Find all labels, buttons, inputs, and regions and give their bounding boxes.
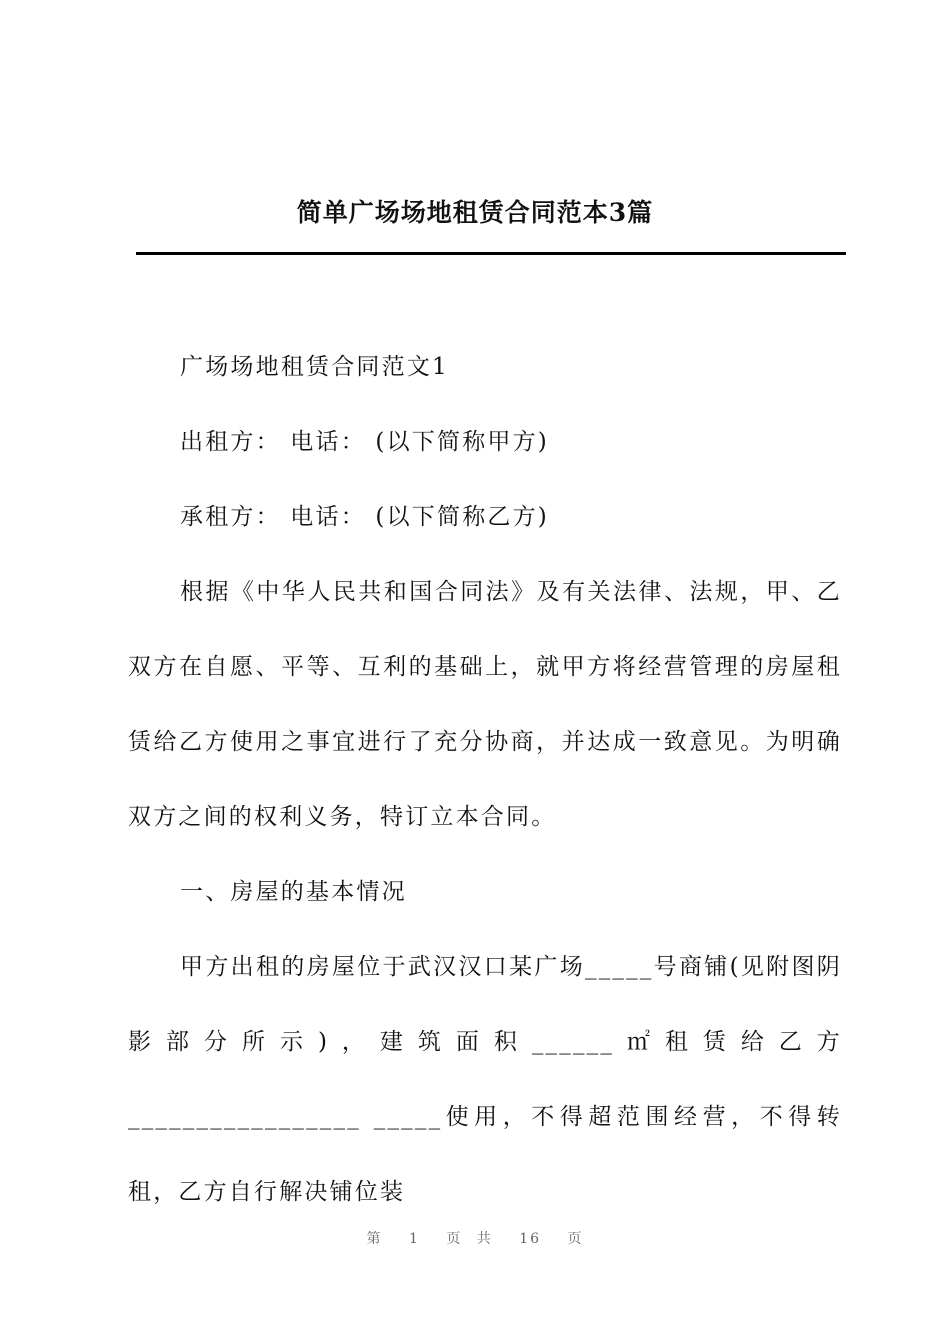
- footer-label-of: 页 共: [446, 1231, 493, 1247]
- footer-label-page: 第: [366, 1231, 383, 1247]
- footer-label-end: 页: [567, 1231, 584, 1247]
- clause-heading-1: 一、房屋的基本情况: [180, 879, 407, 905]
- lessor-line: 出租方： 电话： (以下简称甲方): [180, 429, 549, 455]
- document-title: 简单广场场地租赁合同范本3篇: [296, 198, 654, 227]
- preamble-paragraph: 根据《中华人民共和国合同法》及有关法律、法规，甲、乙双方在自愿、平等、互利的基础上，就甲方将经营管理的房屋租赁给乙方使用之事宜进行了充分协商，并达成一致意见。为明确双方之间的权利义务，特订立本合同。: [128, 579, 842, 830]
- clause-paragraph-premises: 甲方出租的房屋位于武汉汉口某广场_____号商铺(见附图阴影部分所示)，建筑面积______㎡租赁给乙方_________________ _____使用，不得超范围经营，不得转租，乙方自行解决铺位装: [128, 954, 842, 1205]
- footer-total-pages: 16: [519, 1231, 542, 1247]
- lessee-line: 承租方： 电话： (以下简称乙方): [180, 504, 549, 530]
- page-footer: [0, 1228, 950, 1248]
- section-heading-contract-1: 广场场地租赁合同范文1: [180, 354, 449, 380]
- title-underline: [136, 252, 846, 255]
- footer-current-page: 1: [408, 1231, 420, 1247]
